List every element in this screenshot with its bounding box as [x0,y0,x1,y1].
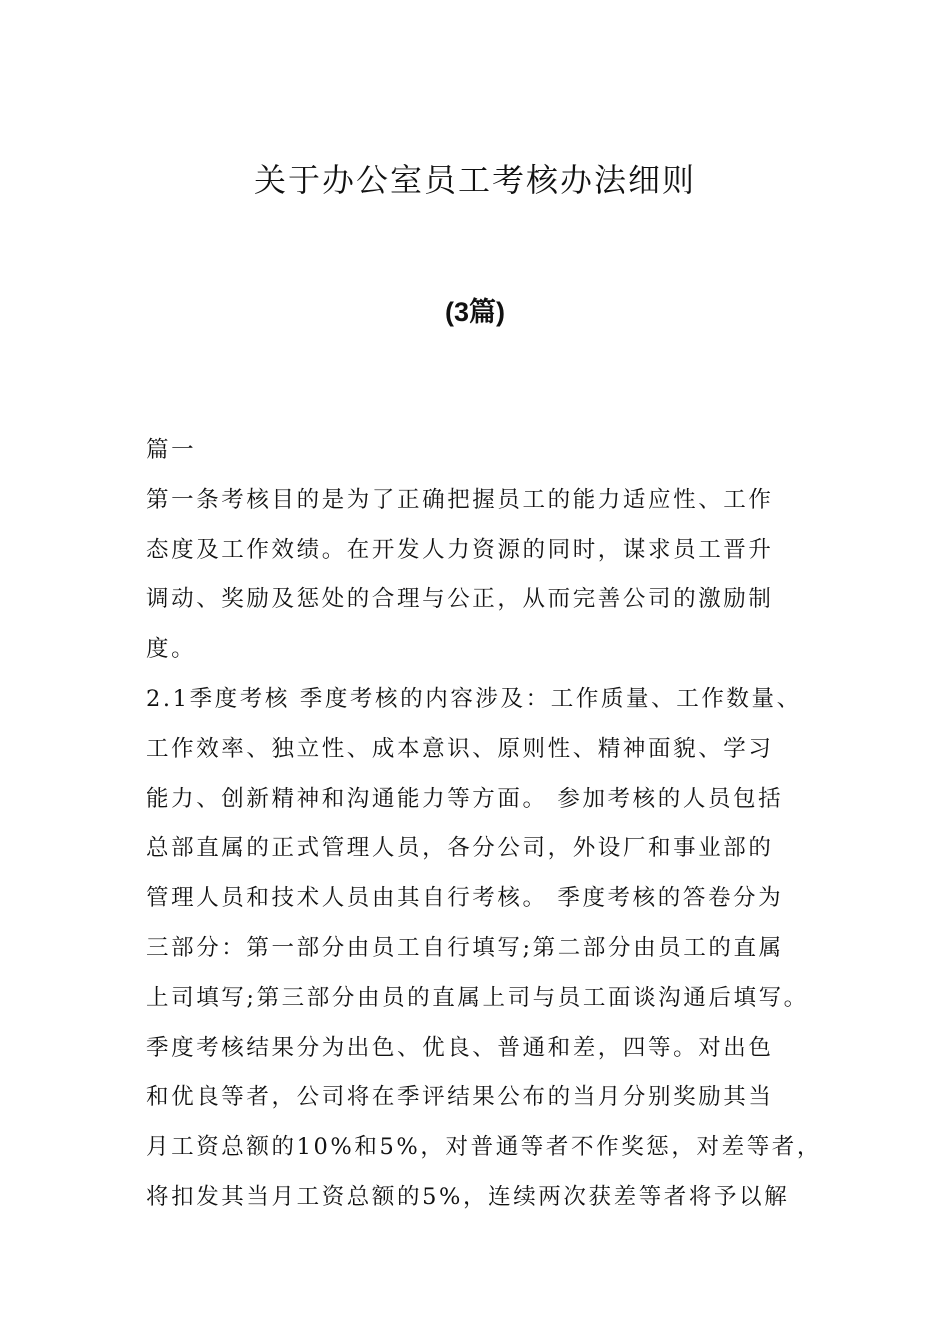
body-line: 调动、奖励及惩处的合理与公正，从而完善公司的激励制 [146,586,774,613]
document-body [146,426,826,1223]
body-line: 管理人员和技术人员由其自行考核。 季度考核的答卷分为 [146,885,784,912]
body-line: 月工资总额的10%和5%，对普通等者不作奖惩，对差等者， [146,1134,823,1161]
body-line: 三部分：第一部分由员工自行填写;第二部分由员工的直属 [146,934,784,961]
document-title: 关于办公室员工考核办法细则 [253,161,696,199]
body-line: 能力、创新精神和沟通能力等方面。 参加考核的人员包括 [146,785,784,812]
body-line: 上司填写;第三部分由员的直属上司与员工面谈沟通后填写。 [146,984,809,1011]
body-line: 总部直属的正式管理人员，各分公司，外设厂和事业部的 [146,835,774,862]
document-subtitle: (3篇) [445,297,505,327]
body-line: 和优良等者，公司将在季评结果公布的当月分别奖励其当 [146,1084,774,1111]
body-line: 2.1季度考核 季度考核的内容涉及：工作质量、工作数量、 [146,685,802,712]
body-line: 季度考核结果分为出色、优良、普通和差，四等。对出色 [146,1034,774,1061]
body-line: 工作效率、独立性、成本意识、原则性、精神面貌、学习 [146,735,774,762]
body-line: 第一条考核目的是为了正确把握员工的能力适应性、工作 [146,486,774,513]
body-line: 度。 [146,636,197,663]
section-heading: 篇一 [146,437,197,463]
body-line: 将扣发其当月工资总额的5%，连续两次获差等者将予以解 [146,1183,790,1210]
body-line: 态度及工作效绩。在开发人力资源的同时，谋求员工晋升 [146,536,774,563]
